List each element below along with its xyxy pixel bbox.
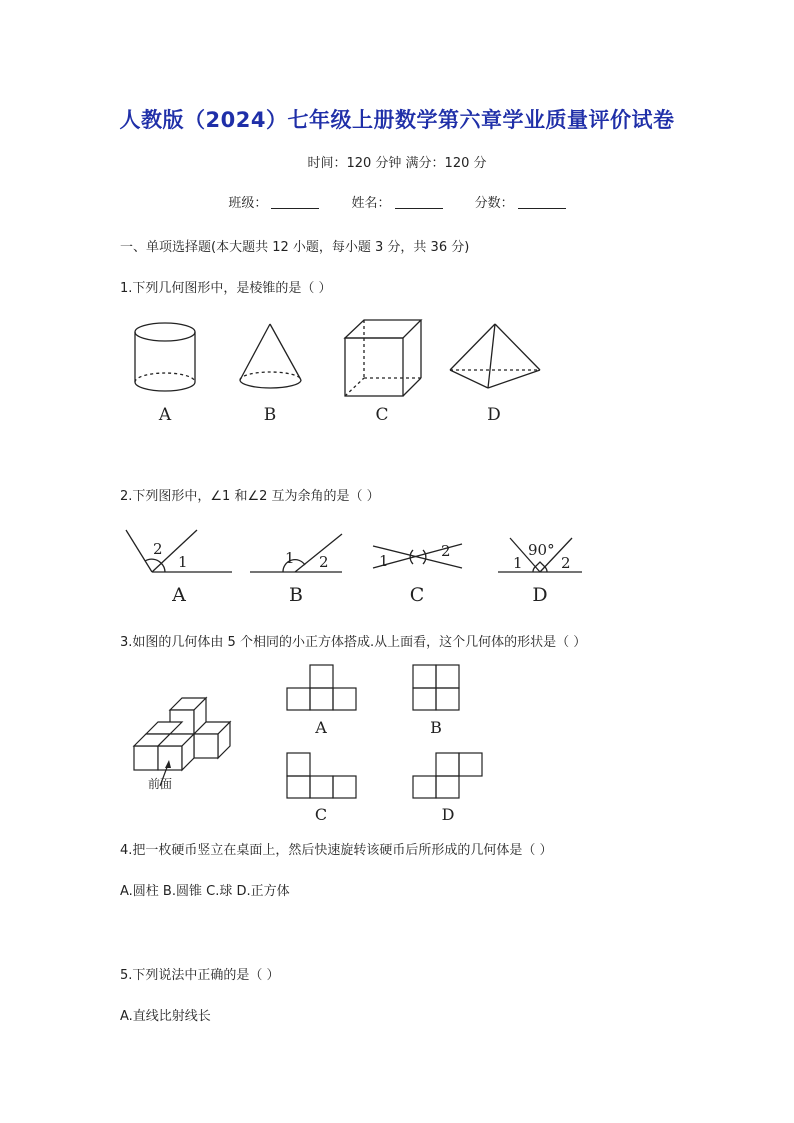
question-5-option-a: A.直线比射线长 [120,1009,211,1024]
page-title: 人教版（2024）七年级上册数学第六章学业质量评价试卷 [119,108,675,132]
q1-label-c: C [375,405,389,425]
q3-label-b: B [430,718,442,737]
class-blank[interactable] [271,194,319,209]
q1-label-b: B [263,405,277,425]
q3-option-a-view [287,665,356,710]
student-info-row [0,192,794,211]
q2a-angle-2: 2 [153,540,163,558]
score-blank[interactable] [518,194,566,209]
q2-figures [120,520,590,610]
question-4-stem: 4.把一枚硬币竖立在桌面上，然后快速旋转该硬币后所形成的几何体是（ ） [120,843,553,858]
q2b-angle-1: 1 [285,549,295,567]
q2d-angle-90: 90° [528,541,555,559]
q2c-angle-1: 1 [379,552,389,570]
question-3-stem: 3.如图的几何体由 5 个相同的小正方体搭成.从上面看，这个几何体的形状是（ ） [120,635,587,650]
q2d-angle-1: 1 [513,554,523,572]
question-4-options: A.圆柱 B.圆锥 C.球 D.正方体 [120,884,290,899]
cylinder-figure [135,323,195,391]
q2c-angle-2: 2 [441,542,451,560]
q2a-angle-1: 1 [178,553,188,571]
name-field [351,192,442,211]
q3-label-c: C [314,805,328,824]
question-1-stem: 1.下列几何图形中，是棱锥的是（ ） [120,281,332,296]
q1-label-d: D [487,405,501,425]
front-label: 前面 [148,777,173,791]
q3-label-d: D [441,805,455,824]
q3-figures [120,660,500,830]
name-label: 姓名： [351,196,391,211]
q3-option-b-view [413,665,459,710]
q2-label-c: C [409,584,425,606]
name-blank[interactable] [395,194,443,209]
q2-label-b: B [289,584,303,606]
section-heading: 一、单项选择题(本大题共 12 小题，每小题 3 分，共 36 分) [120,240,470,255]
score-field [475,192,566,211]
cone-figure [240,324,301,388]
cube-figure [345,320,421,396]
exam-time-score: 时间：120 分钟 满分：120 分 [307,156,487,171]
q3-option-c-view [287,753,356,798]
score-label: 分数： [474,196,514,211]
class-label: 班级： [228,196,268,211]
q3-option-d-view [413,753,482,798]
question-2-stem: 2.下列图形中，∠1 和∠2 互为余角的是（ ） [120,489,380,504]
question-5-stem: 5.下列说法中正确的是（ ） [120,968,280,983]
q2-label-d: D [532,584,548,606]
q2-label-a: A [172,584,186,606]
q1-figures [120,310,560,430]
class-field [228,192,319,211]
pyramid-figure [450,324,540,388]
q1-label-a: A [158,405,172,425]
q2d-angle-2: 2 [561,554,571,572]
solid-5-cubes [134,698,230,770]
q2b-angle-2: 2 [319,553,329,571]
q3-label-a: A [315,718,327,737]
